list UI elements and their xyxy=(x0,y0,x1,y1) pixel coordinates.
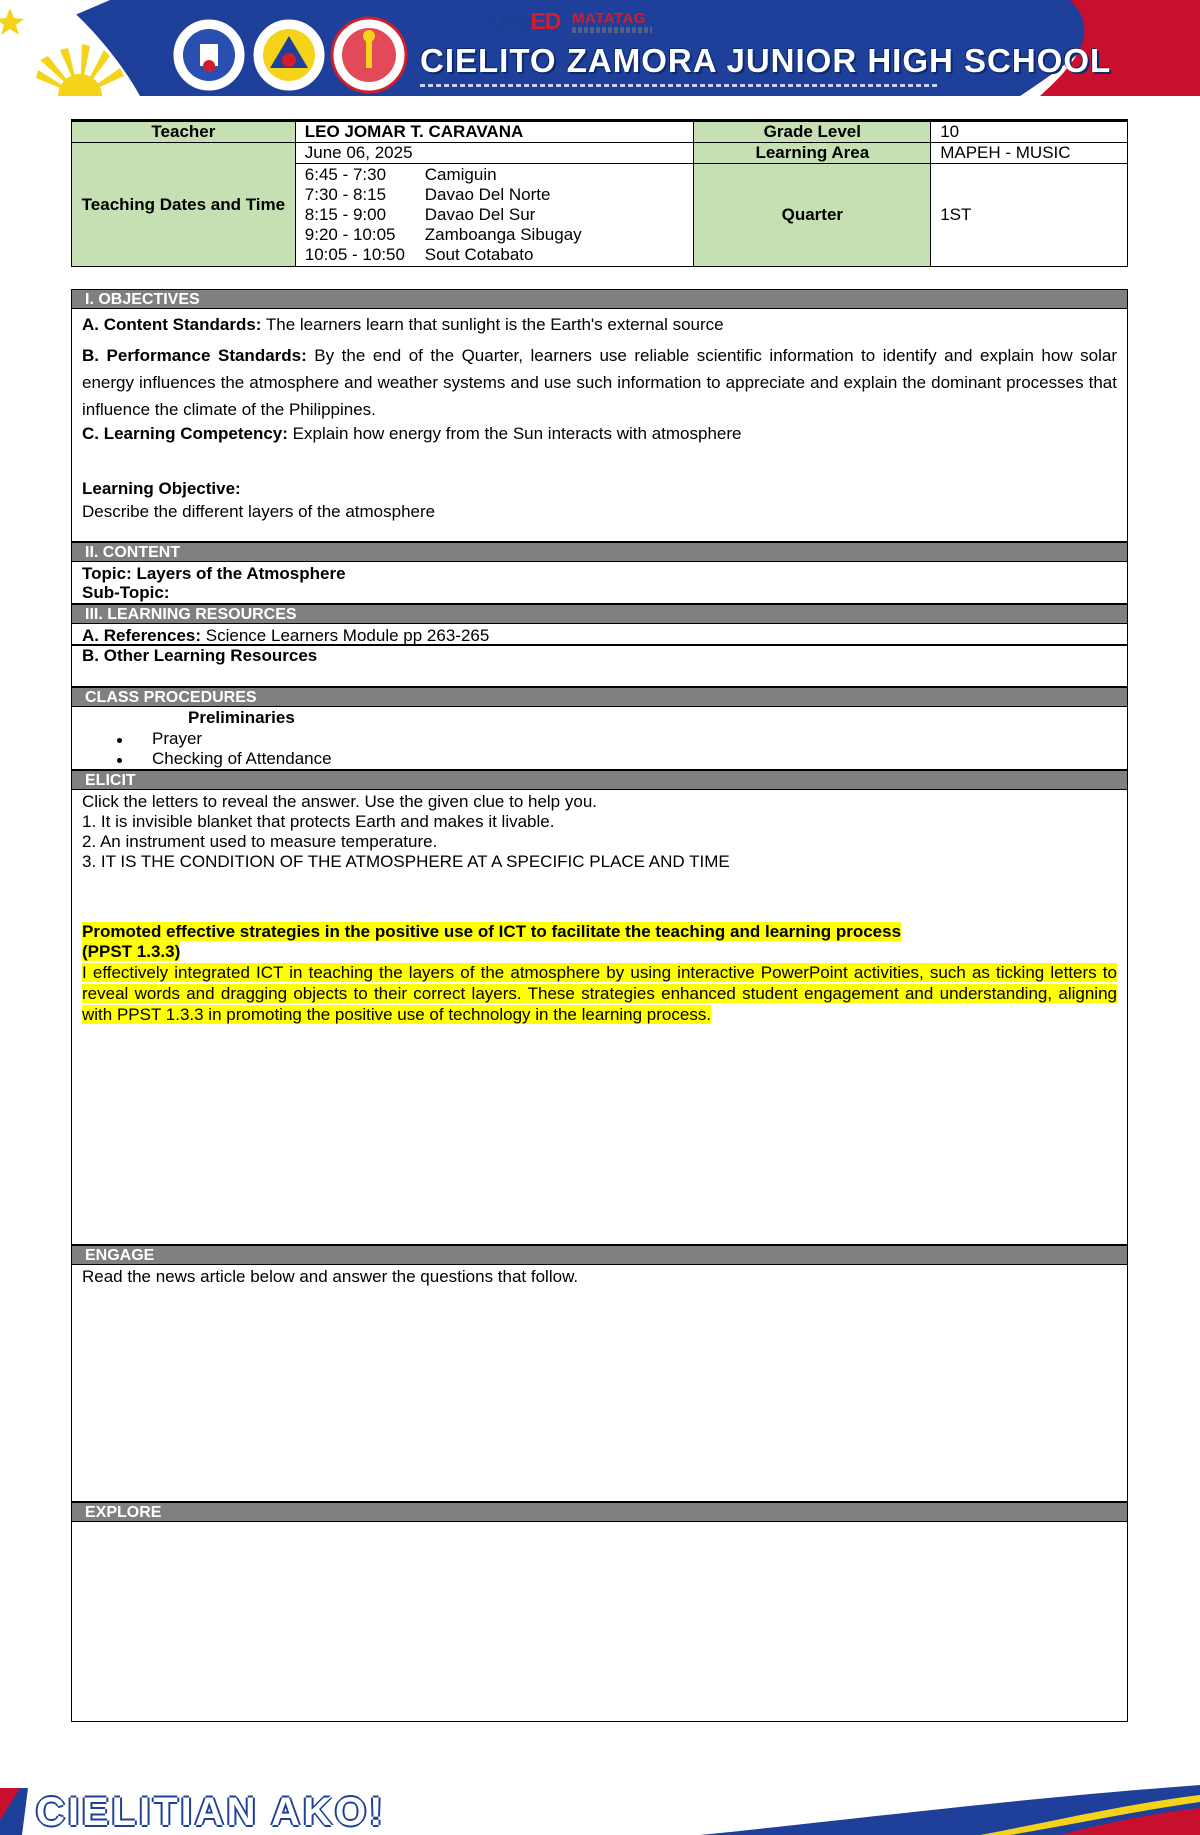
ppst-code: (PPST 1.3.3) xyxy=(82,942,181,961)
elicit-clue: 2. An instrument used to measure temperature. xyxy=(82,832,438,851)
dates-label: Teaching Dates and Time xyxy=(72,143,296,267)
schedule-time: 8:15 - 9:00 xyxy=(304,205,387,224)
deped-logo: DepED xyxy=(490,8,561,34)
school-name: CIELITO ZAMORA JUNIOR HIGH SCHOOL xyxy=(420,42,1112,79)
learning-objective: Describe the different layers of the atmosphere xyxy=(82,502,436,521)
grade-label: Grade Level xyxy=(694,121,931,143)
area-value: MAPEH - MUSIC xyxy=(931,143,1128,164)
prayer-item: Prayer xyxy=(152,729,203,748)
preliminaries: Preliminaries xyxy=(188,708,295,727)
schedule-time: 7:30 - 8:15 xyxy=(304,185,387,204)
schedule-section: Zamboanga Sibugay xyxy=(424,225,582,244)
procedures-header: CLASS PROCEDURES xyxy=(71,687,1128,707)
content-header: II. CONTENT xyxy=(71,542,1128,562)
schedule-row xyxy=(305,245,685,265)
schedule-section: Davao Del Norte xyxy=(424,185,551,204)
engage-header: ENGAGE xyxy=(71,1245,1128,1265)
school-address-mark xyxy=(420,84,940,87)
matatag-tagline-mark xyxy=(572,27,652,33)
schedule-section: Sout Cotabato xyxy=(424,245,534,264)
date-value: June 06, 2025 xyxy=(295,143,694,164)
other-resources: B. Other Learning Resources xyxy=(82,646,318,665)
info-row-teacher xyxy=(72,121,1128,143)
footer-slogan: CIELITIAN AKO! xyxy=(36,1790,386,1834)
schedule-section: Camiguin xyxy=(424,165,497,184)
schedule-section: Davao Del Sur xyxy=(424,205,536,224)
bullet-icon xyxy=(117,738,122,743)
quarter-value: 1ST xyxy=(931,164,1128,267)
matatag-logo: MATATAG xyxy=(572,10,647,27)
schedule-row xyxy=(305,185,685,205)
attendance-item: Checking of Attendance xyxy=(152,749,332,768)
elicit-header: ELICIT xyxy=(71,770,1128,790)
schedule-row xyxy=(305,165,685,185)
performance-standards: B. Performance Standards: By the end of the Quarter, learners use reliable scientific information to identify and explain how solar energy influences the atmosphere and weather systems and use such information to appreciate and explain the dominant processes that influence the climate of the Philippines. xyxy=(82,346,1117,419)
subtopic: Sub-Topic: xyxy=(82,583,170,602)
quarter-label: Quarter xyxy=(694,164,931,267)
learning-competency: C. Learning Competency: Explain how energy from the Sun interacts with atmosphere xyxy=(82,424,742,443)
engage-box xyxy=(71,1265,1128,1502)
schedule-time: 9:20 - 10:05 xyxy=(304,225,396,244)
ppst-title: Promoted effective strategies in the positive use of ICT to facilitate the teaching and learning process xyxy=(82,922,902,941)
teacher-label: Teacher xyxy=(72,121,296,143)
school-seal-icon xyxy=(330,16,408,94)
content-standards: A. Content Standards: The learners learn that sunlight is the Earth's external source xyxy=(82,315,724,334)
header-banner xyxy=(0,0,1200,96)
elicit-instruction: Click the letters to reveal the answer. Use the given clue to help you. xyxy=(82,792,597,811)
schedule-time: 6:45 - 7:30 xyxy=(304,165,387,184)
info-row-date xyxy=(72,143,1128,164)
info-table xyxy=(71,119,1128,267)
ppst-reflection: I effectively integrated ICT in teaching the layers of the atmosphere by using interactive PowerPoint activities, such as ticking letters to reveal words and dragging objects to their correct layers. These strategies enhanced student engagement and understanding, aligning with PPST 1.3.3 in promoting the positive use of technology in the learning process. xyxy=(82,963,1117,1024)
area-label: Learning Area xyxy=(694,143,931,164)
explore-header: EXPLORE xyxy=(71,1502,1128,1522)
learning-objective-label: Learning Objective: xyxy=(82,479,241,498)
deped-seal-icon xyxy=(170,16,248,94)
schedule-row xyxy=(305,205,685,225)
explore-box xyxy=(71,1522,1128,1722)
grade-value: 10 xyxy=(931,121,1128,143)
elicit-clue: 3. IT IS THE CONDITION OF THE ATMOSPHERE AT A SPECIFIC PLACE AND TIME xyxy=(82,852,730,871)
division-seal-icon xyxy=(250,16,328,94)
schedule-cell xyxy=(295,164,694,267)
resources-header: III. LEARNING RESOURCES xyxy=(71,604,1128,624)
schedule-row xyxy=(305,225,685,245)
teacher-value: LEO JOMAR T. CARAVANA xyxy=(295,121,694,143)
references: A. References: Science Learners Module pp 263-265 xyxy=(82,626,490,645)
bullet-icon xyxy=(117,758,122,763)
topic: Topic: Layers of the Atmosphere xyxy=(82,564,346,583)
elicit-clue: 1. It is invisible blanket that protects Earth and makes it livable. xyxy=(82,812,555,831)
engage-instruction: Read the news article below and answer the questions that follow. xyxy=(82,1267,579,1286)
objectives-header: I. OBJECTIVES xyxy=(71,289,1128,309)
schedule-time: 10:05 - 10:50 xyxy=(304,245,405,264)
